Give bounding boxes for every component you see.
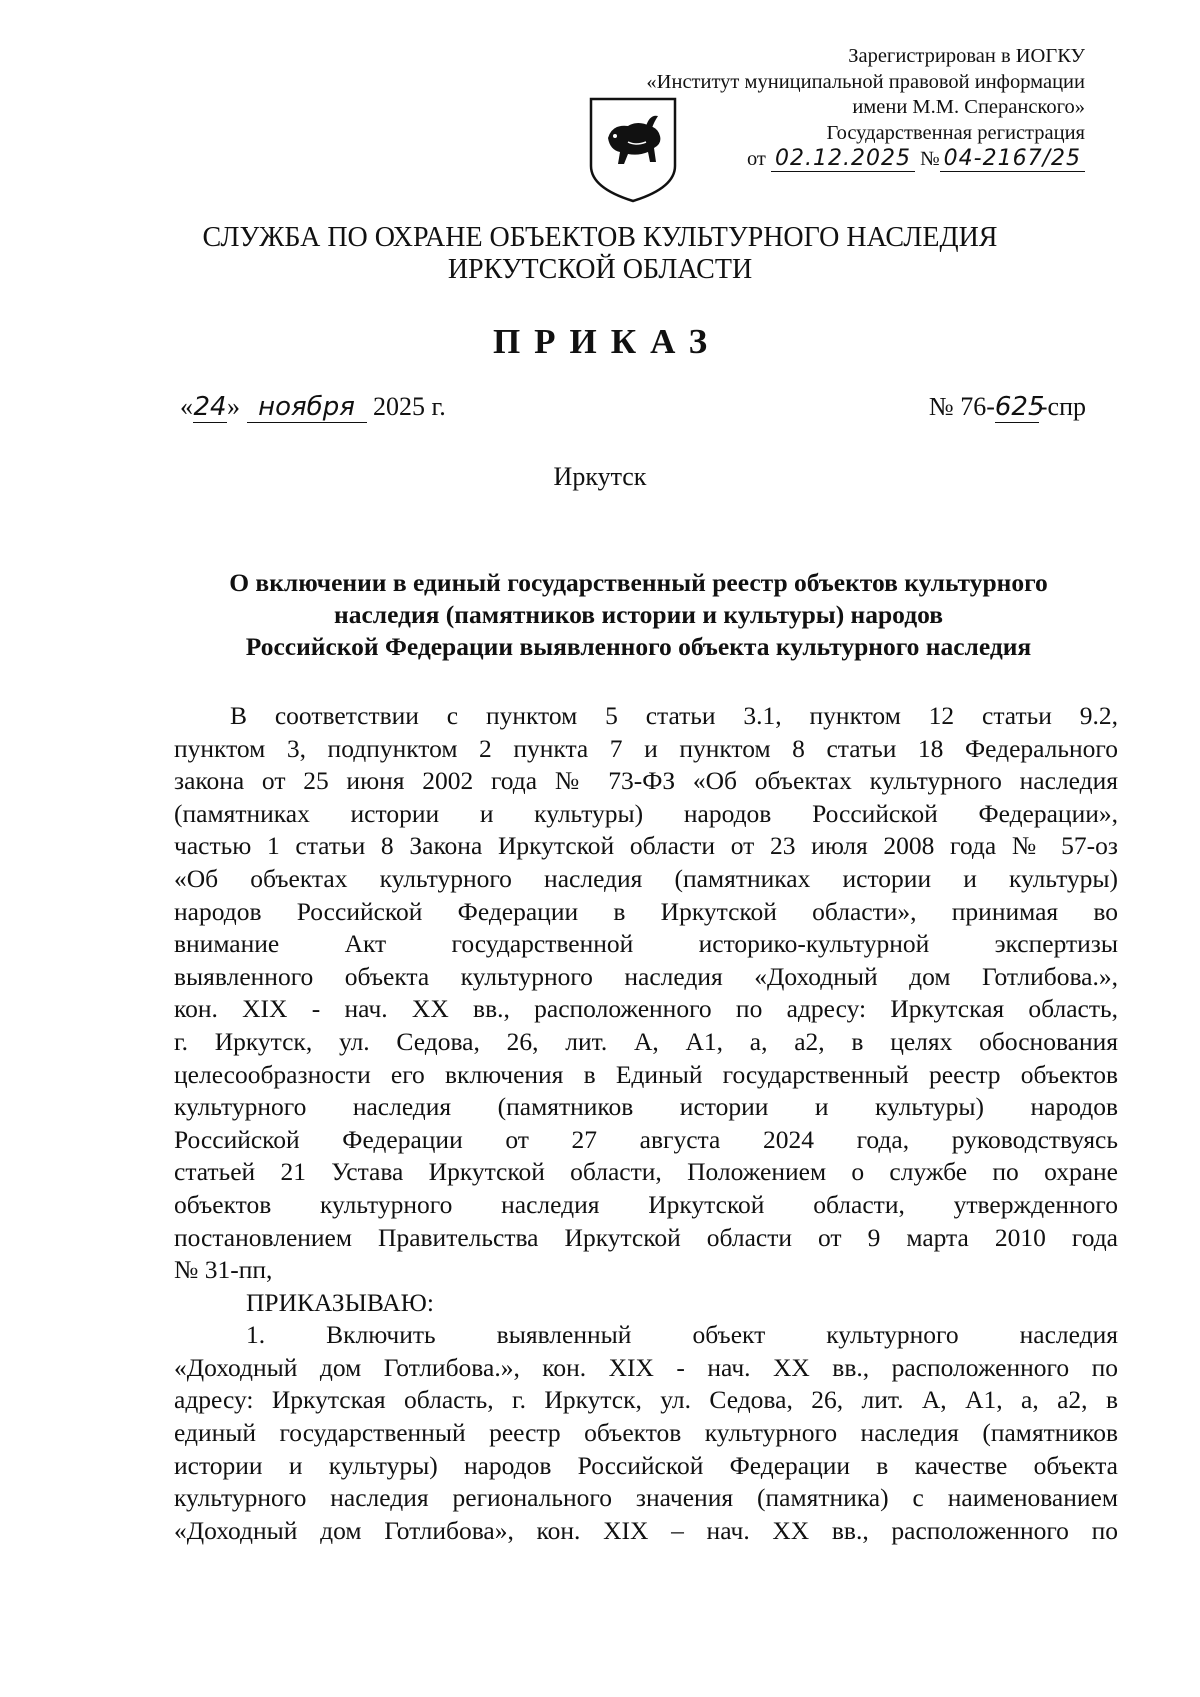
registration-line-4: Государственная регистрация [826, 121, 1085, 144]
agency-line-2: ИРКУТСКОЙ ОБЛАСТИ [447, 254, 753, 285]
preamble-line: внимание Акт государственной историко-культурной экспертизы [174, 929, 1118, 959]
item-line: «Доходный дом Готлибова.», кон. XIX - нач. XX вв., расположенного по [174, 1352, 1118, 1382]
order-date [180, 392, 446, 423]
registration-stamp [646, 44, 1085, 173]
document-body [174, 700, 1118, 1547]
agency-line-1: СЛУЖБА ПО ОХРАНЕ ОБЪЕКТОВ КУЛЬТУРНОГО НАСЛЕДИЯ [202, 222, 998, 253]
item-line: истории и культуры) народов Российской Федерации в качестве объекта [174, 1450, 1118, 1480]
preamble-line: народов Российской Федерации в Иркутской области», принимая во [174, 896, 1118, 926]
preamble-line: выявленного объекта культурного наследия «Доходный дом Готлибова.», [174, 961, 1118, 991]
preamble-line: В соответствии с пунктом 5 статьи 3.1, пунктом 12 статьи 9.2, [230, 701, 1118, 730]
registration-number: 04-2167/25 [940, 146, 1085, 172]
preamble-line: пунктом 3, подпунктом 2 пункта 7 и пунктом 8 статьи 18 Федерального [174, 733, 1118, 763]
preamble-line: объектов культурного наследия Иркутской области, утвержденного [174, 1189, 1118, 1219]
orders-word: ПРИКАЗЫВАЮ: [246, 1287, 434, 1317]
order-number [929, 392, 1086, 423]
item-line: 1. Включить выявленный объект культурного наследия [246, 1320, 1118, 1350]
item-line: культурного наследия регионального значения (памятника) с наименованием [174, 1483, 1118, 1513]
date-open-quote: « [180, 392, 193, 421]
preamble-line: № 31-пп, [174, 1255, 273, 1285]
registration-line-2: «Институт муниципальной правовой информации [646, 70, 1085, 93]
item-line: адресу: Иркутская область, г. Иркутск, ул. Седова, 26, лит. А, А1, а, а2, в [174, 1385, 1118, 1415]
preamble-line: г. Иркутск, ул. Седова, 26, лит. А, А1, а, а2, в целях обоснования [174, 1026, 1118, 1056]
item-line: «Доходный дом Готлибова», кон. XIX – нач. XX вв., расположенного по [174, 1515, 1118, 1545]
registration-line-3: имени М.М. Сперанского» [852, 96, 1085, 118]
order-year: 2025 г. [373, 392, 446, 421]
preamble-line: кон. XIX - нач. XX вв., расположенного по адресу: Иркутская область, [174, 994, 1118, 1024]
coat-of-arms-icon [588, 96, 678, 204]
subject-line-1: О включении в единый государственный реестр объектов культурного [229, 568, 1048, 597]
preamble-line: Российской Федерации от 27 августа 2024 года, руководствуясь [174, 1124, 1118, 1154]
document-title: ПРИКАЗ [492, 322, 722, 361]
preamble-line: «Об объектах культурного наследия (памятниках истории и культуры) [174, 863, 1118, 893]
subject-line-2: наследия (памятников истории и культуры) народов [334, 600, 943, 629]
preamble-line: статьей 21 Устава Иркутской области, Положением о службе по охране [174, 1157, 1118, 1187]
preamble-line: частью 1 статьи 8 Закона Иркутской области от 23 июля 2008 года № 57-оз [174, 831, 1118, 861]
preamble-line: закона от 25 июня 2002 года № 73-ФЗ «Об объектах культурного наследия [174, 766, 1118, 796]
item-line: единый государственный реестр объектов культурного наследия (памятников [174, 1418, 1118, 1448]
subject-line-3: Российской Федерации выявленного объекта культурного наследия [245, 632, 1032, 661]
order-number-handwritten: 625 [994, 392, 1045, 422]
preamble-line: (памятниках истории и культуры) народов Российской Федерации», [174, 798, 1118, 828]
city: Иркутск [553, 462, 647, 491]
order-number-suffix: -спр [1038, 392, 1086, 421]
date-close-quote: » [227, 392, 240, 421]
preamble-line: целесообразности его включения в Единый государственный реестр объектов [174, 1059, 1118, 1089]
order-number-prefix: № 76- [928, 392, 995, 421]
order-month: ноября [247, 392, 367, 423]
registration-date: 02.12.2025 [771, 146, 915, 172]
registration-number-label: № [920, 148, 940, 170]
preamble-line: культурного наследия (памятников истории и культуры) народов [174, 1092, 1118, 1122]
order-day: 24 [193, 392, 227, 422]
agency-name [0, 222, 1200, 286]
registration-line-5 [646, 146, 1085, 173]
preamble-line: постановлением Правительства Иркутской области от 9 марта 2010 года [174, 1222, 1118, 1252]
registration-line-1: Зарегистрирован в ИОГКУ [848, 45, 1085, 67]
order-subject [160, 567, 1117, 663]
registration-from-label: от [746, 148, 766, 170]
